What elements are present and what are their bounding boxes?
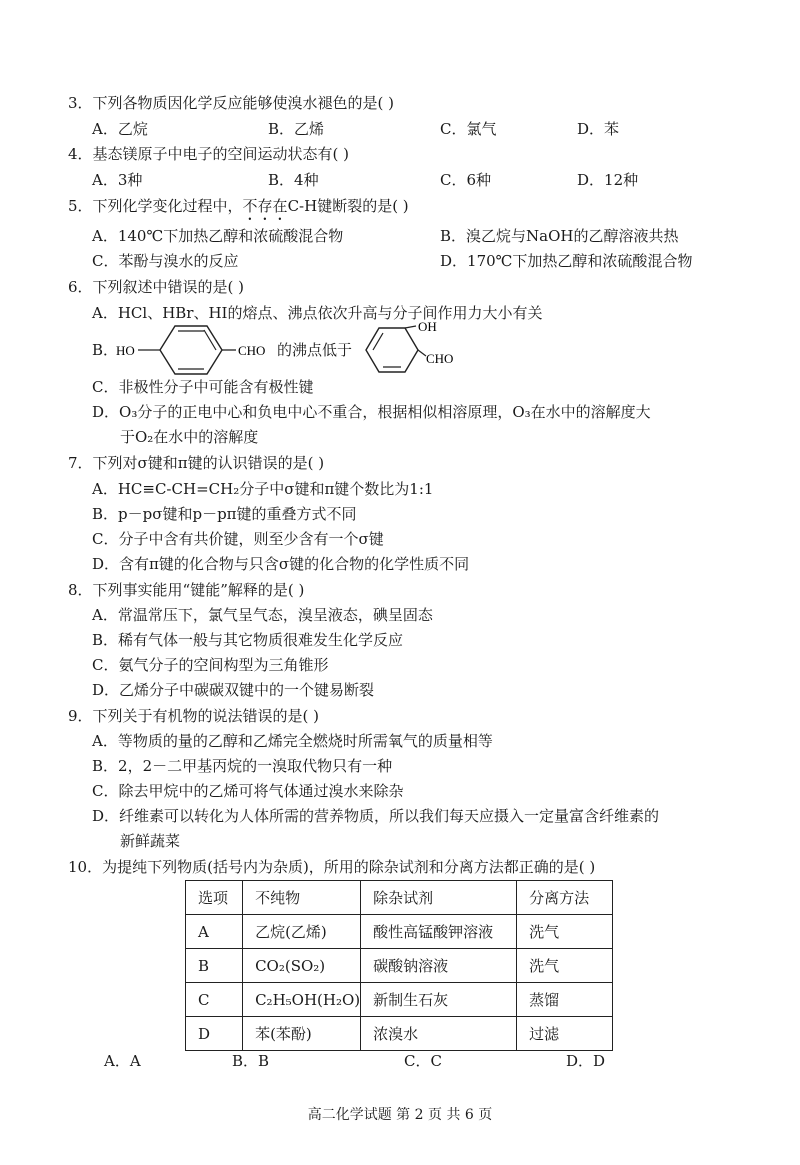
table-cell: C xyxy=(186,983,243,1017)
q6-molecule-salicylaldehyde xyxy=(356,318,466,382)
q3-option-c: C．氯气 xyxy=(440,120,497,138)
q5-option-c: C．苯酚与溴水的反应 xyxy=(92,252,239,270)
table-cell: B xyxy=(186,949,243,983)
q7-stem: 7．下列对σ键和π键的认识错误的是( ) xyxy=(68,454,325,472)
q5-option-b: B．溴乙烷与NaOH的乙醇溶液共热 xyxy=(440,227,679,245)
q9-option-d-line1: D．纤维素可以转化为人体所需的营养物质，所以我们每天应摄入一定量富含纤维素的 xyxy=(92,807,660,825)
q5-stem-prefix: 5．下列化学变化过程中， xyxy=(68,197,243,215)
table-cell: 酸性高锰酸钾溶液 xyxy=(361,915,517,949)
table-cell: 蒸馏 xyxy=(517,983,613,1017)
q3-stem: 3．下列各物质因化学反应能够使溴水褪色的是( ) xyxy=(68,94,395,112)
q4-option-d: D．12种 xyxy=(577,171,639,189)
table-header-cell: 选项 xyxy=(186,881,243,915)
q4-option-c: C．6种 xyxy=(440,171,492,189)
table-cell: C₂H₅OH(H₂O) xyxy=(243,983,361,1017)
q6-option-b-text: 的沸点低于 xyxy=(277,341,353,359)
q6-option-b-label: B． xyxy=(92,341,119,359)
q6-option-a: A．HCl、HBr、HI的熔点、沸点依次升高与分子间作用力大小有关 xyxy=(92,304,543,322)
table-cell: D xyxy=(186,1017,243,1051)
q5-option-d: D．170℃下加热乙醇和浓硫酸混合物 xyxy=(440,252,693,270)
q6-molecule-para-hydroxybenzaldehyde xyxy=(116,318,276,382)
q6-option-d-line1: D．O₃分子的正电中心和负电中心不重合，根据相似相溶原理，O₃在水中的溶解度大 xyxy=(92,403,651,421)
q6-option-d-line2: 于O₂在水中的溶解度 xyxy=(120,428,259,446)
table-cell: 过滤 xyxy=(517,1017,613,1051)
q6-option-c: C．非极性分子中可能含有极性键 xyxy=(92,378,314,396)
table-cell: 洗气 xyxy=(517,915,613,949)
q8-option-d: D．乙烯分子中碳碳双键中的一个键易断裂 xyxy=(92,681,375,699)
table-row xyxy=(186,949,613,983)
q9-option-d-line2: 新鲜蔬菜 xyxy=(120,832,181,850)
table-cell: CO₂(SO₂) xyxy=(243,949,361,983)
table-cell: A xyxy=(186,915,243,949)
q4-option-a: A．3种 xyxy=(92,171,143,189)
table-cell: 洗气 xyxy=(517,949,613,983)
q5-option-a: A．140℃下加热乙醇和浓硫酸混合物 xyxy=(92,227,344,245)
q8-option-a: A．常温常压下，氯气呈气态，溴呈液态，碘呈固态 xyxy=(92,606,433,624)
table-cell: 乙烷(乙烯) xyxy=(243,915,361,949)
q4-option-b: B．4种 xyxy=(268,171,319,189)
q6-mol2-oh-label: OH xyxy=(418,319,437,334)
table-row xyxy=(186,915,613,949)
q9-stem: 9．下列关于有机物的说法错误的是( ) xyxy=(68,707,320,725)
q3-option-a: A．乙烷 xyxy=(92,120,148,138)
table-cell: 新制生石灰 xyxy=(361,983,517,1017)
table-cell: 浓溴水 xyxy=(361,1017,517,1051)
q5-stem-emphasis: 不存在 xyxy=(242,197,288,215)
q10-option-b: B．B xyxy=(232,1052,270,1070)
q9-option-c: C．除去甲烷中的乙烯可将气体通过溴水来除杂 xyxy=(92,782,404,800)
q6-stem: 6．下列叙述中错误的是( ) xyxy=(68,278,245,296)
q5-stem-suffix: C-H键断裂的是( ) xyxy=(287,197,409,215)
table-header-cell: 不纯物 xyxy=(243,881,361,915)
table-header-row xyxy=(186,881,613,915)
q5-stem xyxy=(68,195,409,224)
q9-option-b: B．2，2－二甲基丙烷的一溴取代物只有一种 xyxy=(92,757,393,775)
q6-mol2-cho-label: CHO xyxy=(426,351,454,366)
q7-option-c: C．分子中含有共价键，则至少含有一个σ键 xyxy=(92,530,384,548)
q3-option-b: B．乙烯 xyxy=(268,120,325,138)
q7-option-b: B．p－pσ键和p－pπ键的重叠方式不同 xyxy=(92,505,357,523)
table-header-cell: 除杂试剂 xyxy=(361,881,517,915)
q10-stem: 10．为提纯下列物质(括号内为杂质)，所用的除杂试剂和分离方法都正确的是( ) xyxy=(68,858,596,876)
q4-stem: 4．基态镁原子中电子的空间运动状态有( ) xyxy=(68,145,350,163)
q6-mol1-cho-label: CHO xyxy=(238,343,266,358)
table-cell: 苯(苯酚) xyxy=(243,1017,361,1051)
q10-option-d: D．D xyxy=(566,1052,606,1070)
q10-purification-table xyxy=(185,880,613,1051)
table-row xyxy=(186,983,613,1017)
q8-option-b: B．稀有气体一般与其它物质很难发生化学反应 xyxy=(92,631,404,649)
q7-option-a: A．HC≡C-CH=CH₂分子中σ键和π键个数比为1:1 xyxy=(92,480,434,498)
table-row xyxy=(186,1017,613,1051)
page-footer: 高二化学试题 第 2 页 共 6 页 xyxy=(307,1107,493,1123)
q7-option-d: D．含有π键的化合物与只含σ键的化合物的化学性质不同 xyxy=(92,555,470,573)
table-cell: 碳酸钠溶液 xyxy=(361,949,517,983)
q9-option-a: A．等物质的量的乙醇和乙烯完全燃烧时所需氧气的质量相等 xyxy=(92,732,493,750)
q3-option-d: D．苯 xyxy=(577,120,620,138)
table-header-cell: 分离方法 xyxy=(517,881,613,915)
q10-option-c: C．C xyxy=(404,1052,442,1070)
q8-option-c: C．氨气分子的空间构型为三角锥形 xyxy=(92,656,329,674)
q10-option-a: A．A xyxy=(104,1052,141,1070)
q6-mol1-ho-label: HO xyxy=(116,343,135,358)
q8-stem: 8．下列事实能用“键能”解释的是( ) xyxy=(68,581,305,599)
